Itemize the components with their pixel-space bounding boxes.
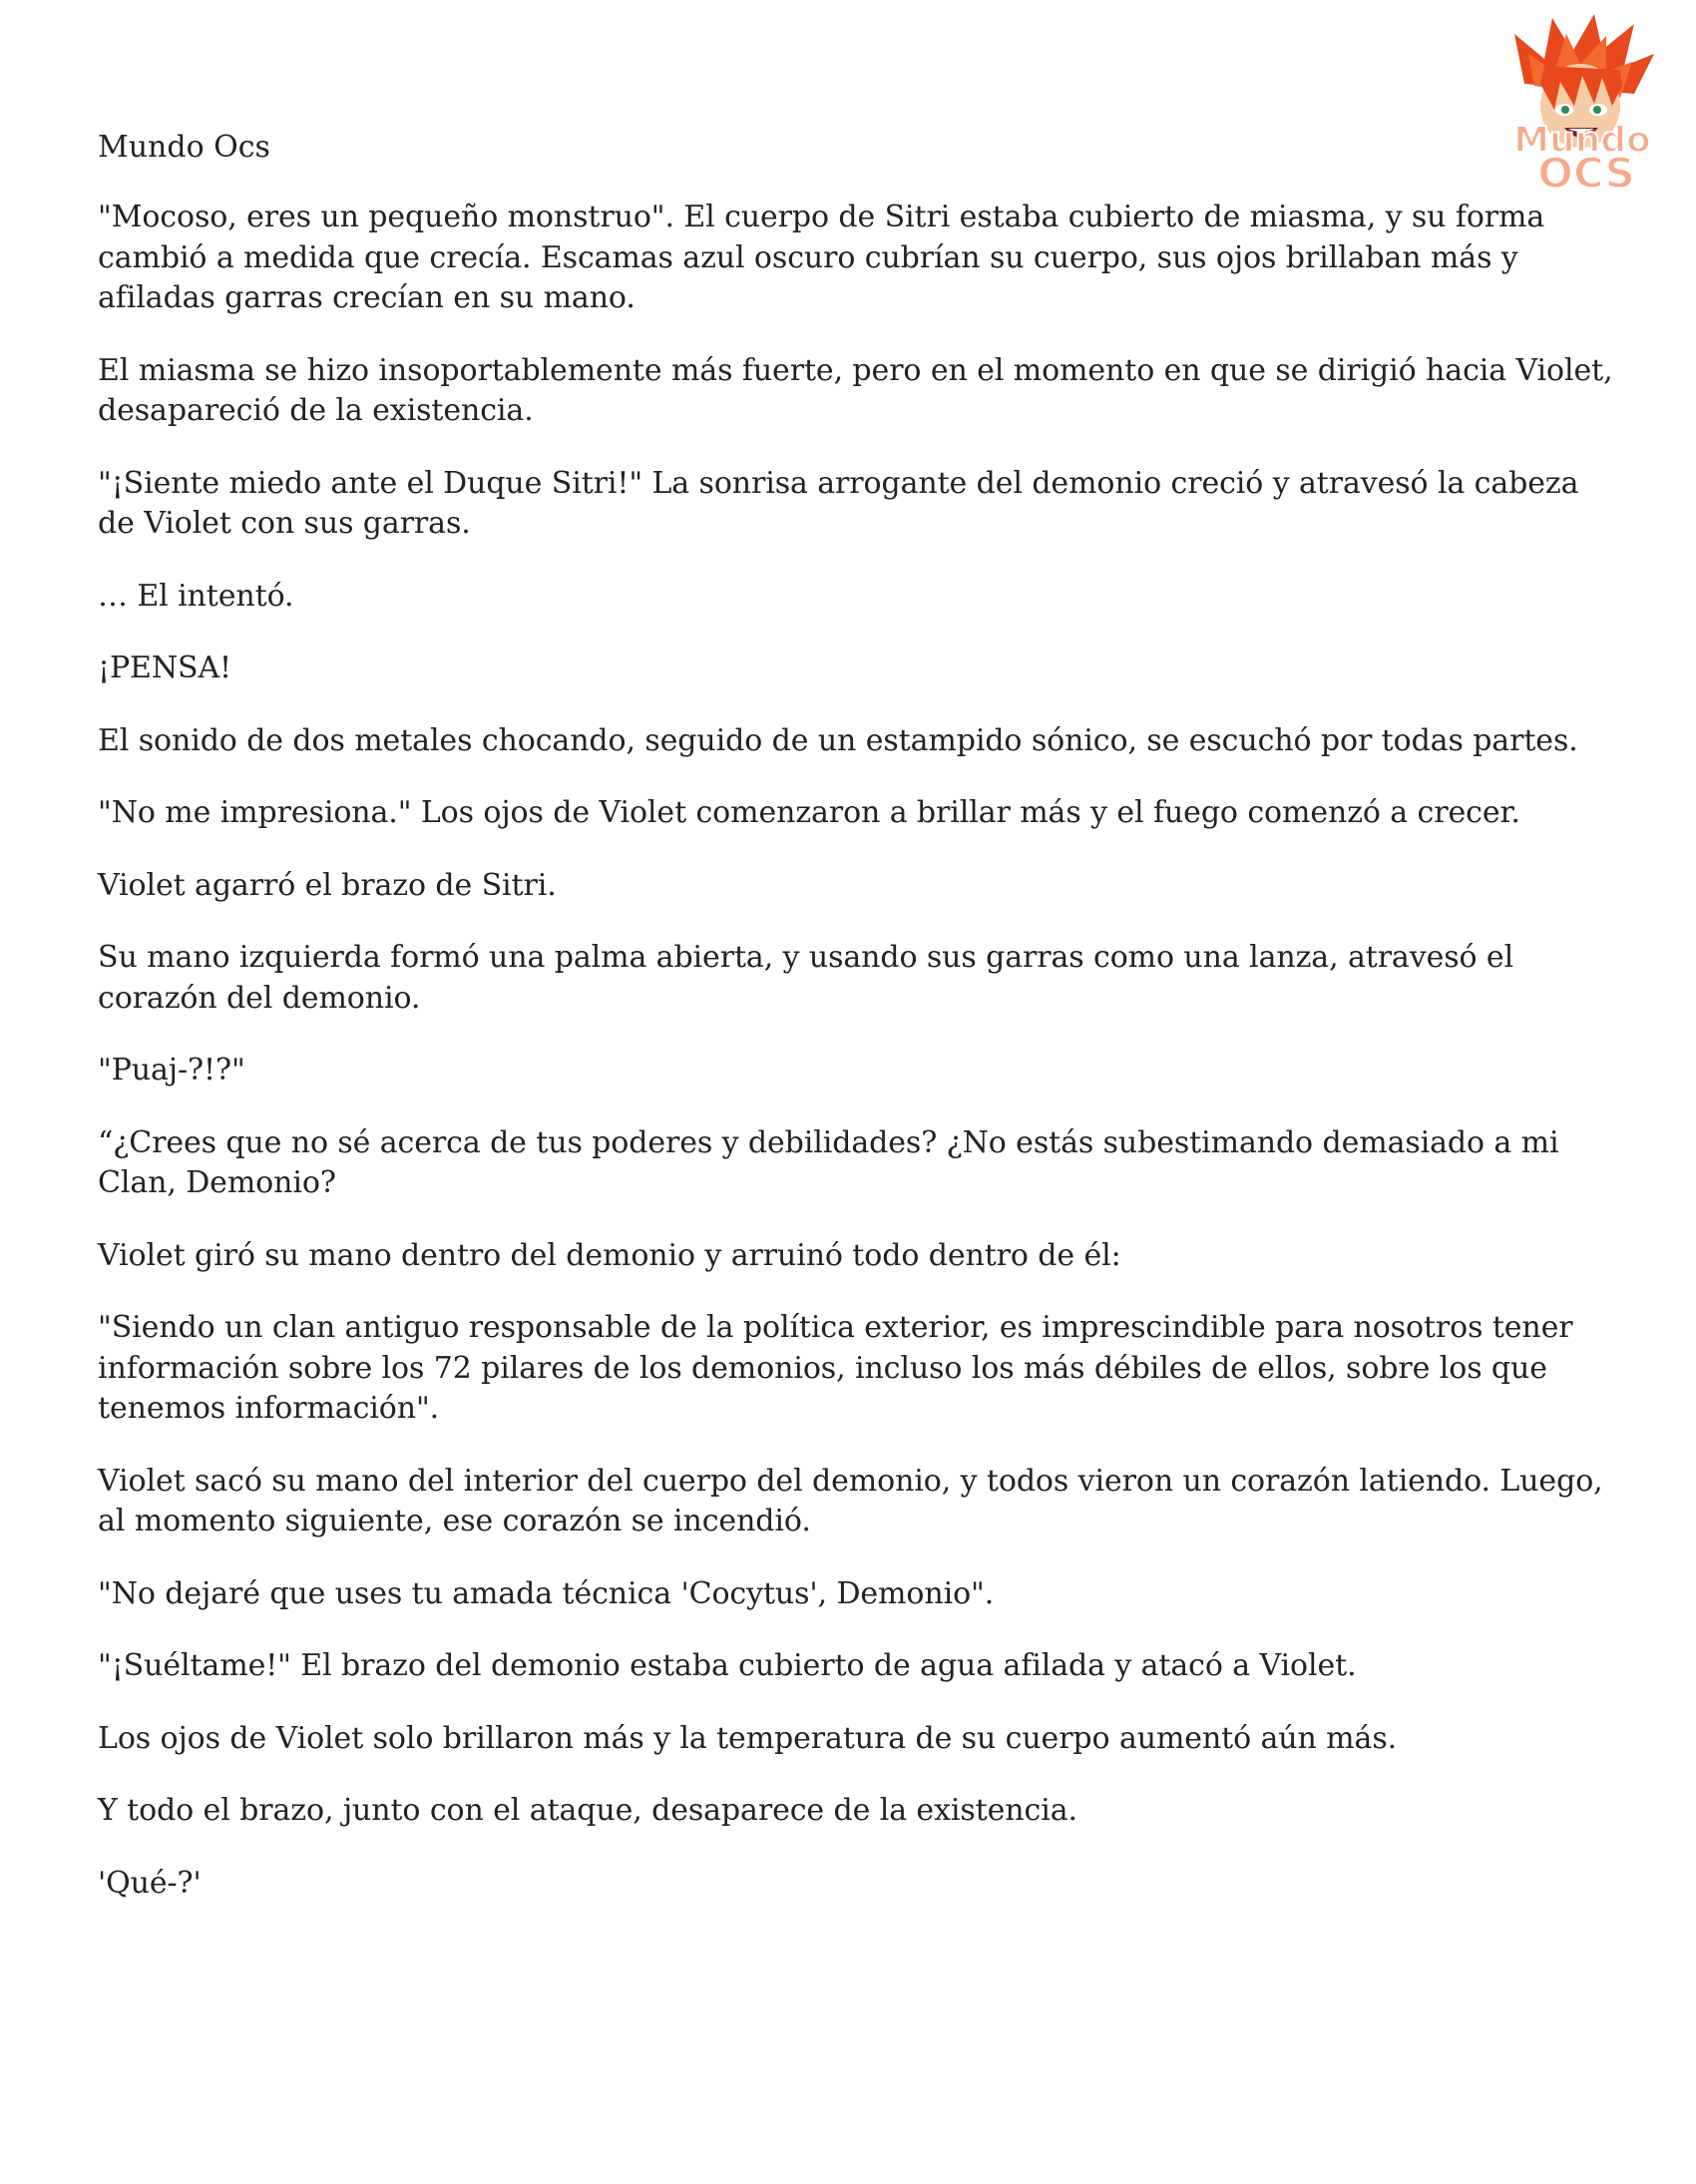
paragraph: ¡PENSA! — [98, 651, 231, 685]
paragraph: "Siendo un clan antiguo responsable de la política exterior, es imprescindible para nosotros tener información sobre los 72 pilares de los demonios, incluso los más débiles de ellos, sobre los que tenemos información". — [98, 1310, 1573, 1426]
document-body — [98, 128, 1614, 1936]
paragraph: "¡Suéltame!" El brazo del demonio estaba cubierto de agua afilada y atacó a Violet. — [98, 1648, 1357, 1683]
paragraph: "Mocoso, eres un pequeño monstruo". El cuerpo de Sitri estaba cubierto de miasma, y su forma cambió a medida que crecía. Escamas azul oscuro cubrían su cuerpo, sus ojos brillaban más y afiladas garras crecían en su mano. — [98, 200, 1545, 315]
logo-text-mundo: Mundo — [1513, 120, 1651, 161]
paragraph: 'Qué-?' — [98, 1865, 202, 1901]
paragraph: Su mano izquierda formó una palma abierta, y usando sus garras como una lanza, atravesó el corazón del demonio. — [98, 940, 1514, 1016]
logo-text-ocs: OCS — [1537, 149, 1635, 192]
paragraph: “¿Crees que no sé acerca de tus poderes y debilidades? ¿No estás subestimando demasiado a mi Clan, Demonio? — [98, 1124, 1559, 1200]
paragraph: "No dejaré que uses tu amada técnica 'Cocytus', Demonio". — [98, 1575, 995, 1611]
paragraph: Violet sacó su mano del interior del cuerpo del demonio, y todos vieron un corazón latiendo. Luego, al momento siguiente, ese corazón se incendió. — [98, 1463, 1603, 1538]
paragraph: El sonido de dos metales chocando, seguido de un estampido sónico, se escuchó por todas partes. — [98, 722, 1578, 758]
site-name-header: Mundo Ocs — [98, 130, 270, 165]
paragraph: … El intentó. — [98, 578, 294, 614]
paragraph: Y todo el brazo, junto con el ataque, desaparece de la existencia. — [98, 1793, 1077, 1828]
paragraph: El miasma se hizo insoportablemente más fuerte, pero en el momento en que se dirigió hacia Violet, desapareció de la existencia. — [98, 352, 1613, 428]
paragraph: Los ojos de Violet solo brillaron más y la temperatura de su cuerpo aumentó aún más. — [98, 1720, 1398, 1756]
paragraph: "¡Siente miedo ante el Duque Sitri!" La sonrisa arrogante del demonio creció y atravesó la cabeza de Violet con sus garras. — [98, 465, 1579, 541]
paragraph: "Puaj-?!?" — [98, 1053, 245, 1088]
paragraph: Violet giró su mano dentro del demonio y arruinó todo dentro de él: — [98, 1237, 1121, 1273]
paragraph: Violet agarró el brazo de Sitri. — [98, 867, 557, 903]
paragraph: "No me impresiona." Los ojos de Violet comenzaron a brillar más y el fuego comenzó a crecer. — [98, 795, 1520, 830]
